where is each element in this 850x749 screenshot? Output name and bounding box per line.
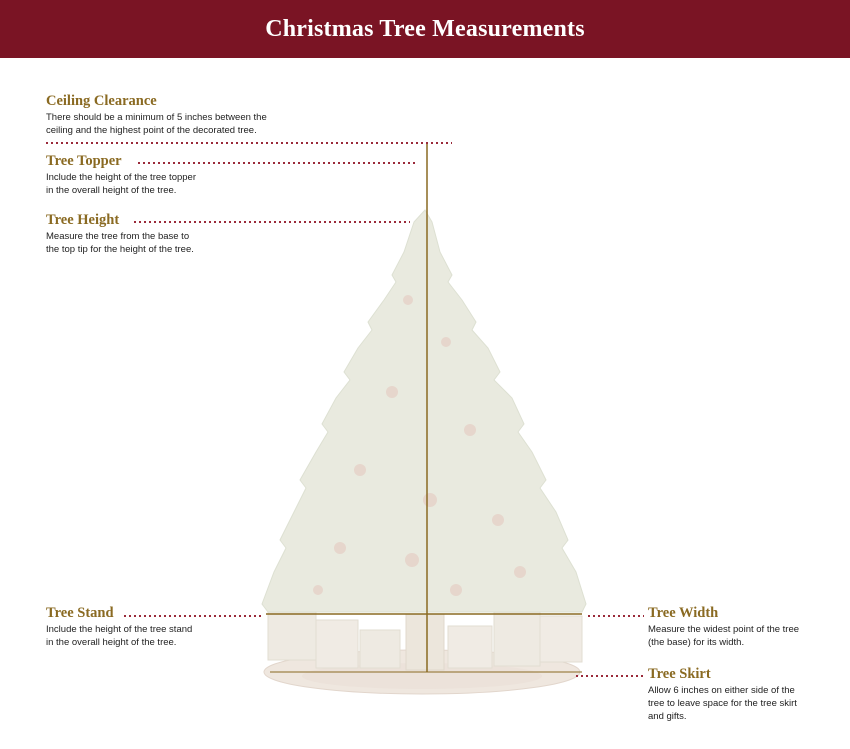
- desc-line: in the overall height of the tree.: [46, 185, 177, 196]
- gift-box: [448, 626, 492, 668]
- tree-width-label: [648, 605, 799, 649]
- tree-silhouette: [262, 210, 586, 612]
- tree-stand-desc: [46, 623, 192, 649]
- tree-topper-title: Tree Topper: [46, 153, 122, 169]
- desc-line: Allow 6 inches on either side of the: [648, 685, 795, 696]
- tree-skirt-label: [648, 666, 797, 723]
- tree-skirt-title: Tree Skirt: [648, 666, 711, 682]
- desc-line: Measure the tree from the base to: [46, 231, 190, 242]
- desc-line: the top tip for the height of the tree.: [46, 244, 194, 255]
- tree-stand: [406, 614, 444, 670]
- tree-stand-title: Tree Stand: [46, 605, 114, 621]
- tree-width-title: Tree Width: [648, 605, 719, 621]
- tree-width-desc: [648, 623, 799, 649]
- gift-box: [494, 612, 540, 666]
- tree-height-title: Tree Height: [46, 212, 120, 228]
- desc-line: Include the height of the tree topper: [46, 172, 196, 183]
- desc-line: in the overall height of the tree.: [46, 637, 177, 648]
- tree-topper-desc: [46, 171, 196, 197]
- gift-box: [360, 630, 400, 668]
- desc-line: (the base) for its width.: [648, 637, 745, 648]
- tree-topper-label: [46, 153, 196, 197]
- ceiling-clearance-label: [46, 93, 267, 137]
- tree-height-desc: [46, 230, 194, 256]
- desc-line: Include the height of the tree stand: [46, 624, 193, 635]
- desc-line: and gifts.: [648, 711, 687, 722]
- desc-line: tree to leave space for the tree skirt: [648, 698, 797, 709]
- tree-height-label: [46, 212, 194, 256]
- gift-box: [268, 608, 316, 660]
- tree-stand-label: [46, 605, 192, 649]
- desc-line: ceiling and the highest point of the decorated tree.: [46, 125, 257, 136]
- tree-skirt-desc: [648, 684, 797, 723]
- ceiling-clearance-desc: [46, 111, 267, 137]
- gift-box: [540, 616, 582, 662]
- gift-box: [316, 620, 358, 668]
- ceiling-clearance-title: Ceiling Clearance: [46, 93, 157, 109]
- desc-line: There should be a minimum of 5 inches between the: [46, 112, 267, 123]
- page-title: Christmas Tree Measurements: [265, 15, 585, 42]
- desc-line: Measure the widest point of the tree: [648, 624, 800, 635]
